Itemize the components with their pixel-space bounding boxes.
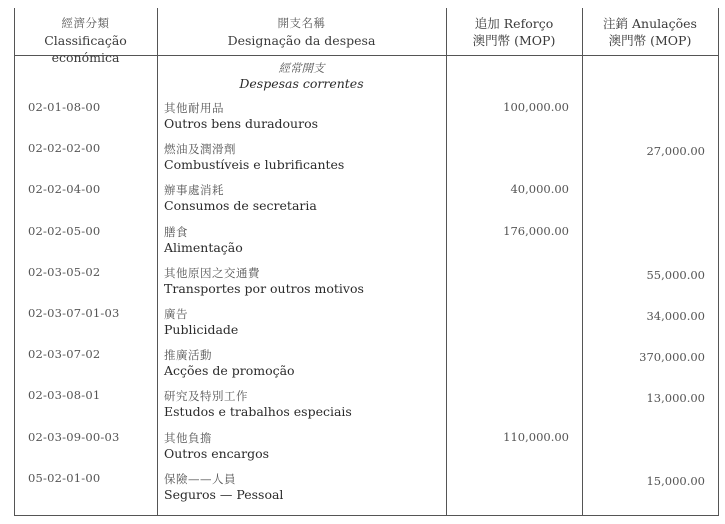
header-reforco [446, 15, 582, 49]
section-title-zh: 經常開支 [278, 61, 325, 75]
header-col4-line2: 澳門幣 (MOP) [608, 33, 692, 48]
row-designation-pt: Outros encargos [164, 445, 270, 461]
row-designation-pt: Estudos e trabalhos especiais [164, 404, 352, 420]
row-code: 02-02-04-00 [28, 182, 101, 197]
row-anulacao-amount: 370,000.00 [639, 350, 705, 365]
row-designation-pt: Consumos de secretaria [164, 198, 317, 214]
header-col1-zh: 經濟分類 [61, 16, 110, 30]
row-designation-pt: Outros bens duradouros [164, 116, 319, 131]
header-col3-line2: 澳門幣 (MOP) [472, 33, 556, 48]
header-classificacao [14, 15, 157, 66]
row-code: 02-03-07-01-03 [28, 306, 120, 320]
row-designation-zh: 研究及特別工作 [164, 389, 248, 404]
column-divider-3 [582, 8, 583, 516]
row-designation-zh: 其他耐用品 [164, 101, 224, 115]
section-title-pt: Despesas correntes [239, 76, 364, 91]
row-anulacao-amount: 34,000.00 [646, 309, 705, 323]
header-col3-line1: 追加 Reforço [474, 16, 554, 31]
header-anulacoes [582, 15, 718, 49]
row-designation-zh: 膳食 [164, 224, 188, 239]
row-designation-pt: Alimentação [164, 239, 243, 255]
row-designation-pt: Combustíveis e lubrificantes [164, 157, 345, 173]
row-designation-zh: 保險——人員 [164, 471, 236, 486]
header-col1-pt: Classificação económica [44, 33, 127, 65]
row-designation-zh: 其他原因之交通費 [164, 265, 260, 280]
row-designation-pt: Seguros — Pessoal [164, 486, 284, 502]
row-designation-zh: 燃油及潤滑劑 [164, 142, 236, 157]
row-designation-zh: 辦事處消耗 [164, 183, 224, 198]
row-code: 02-03-07-02 [28, 347, 101, 362]
row-anulacao-amount: 13,000.00 [646, 391, 705, 406]
row-reforco-amount: 110,000.00 [503, 429, 569, 444]
row-code: 02-03-08-01 [28, 388, 101, 403]
row-designation-zh: 廣告 [164, 307, 188, 321]
row-designation-pt: Transportes por outros motivos [164, 280, 364, 296]
header-col2-pt: Designação da despesa [227, 33, 376, 48]
table-border-right [718, 8, 719, 516]
row-designation-zh: 其他負擔 [164, 430, 212, 445]
table-border-left [14, 8, 15, 516]
row-code: 02-03-05-02 [28, 264, 101, 279]
row-code: 05-02-01-00 [28, 470, 101, 485]
row-designation-pt: Acções de promoção [164, 363, 295, 379]
row-anulacao-amount: 27,000.00 [646, 144, 705, 159]
row-reforco-amount: 176,000.00 [503, 223, 569, 238]
header-col4-line1: 注銷 Anulações [603, 16, 697, 31]
row-anulacao-amount: 55,000.00 [646, 267, 705, 282]
row-designation-pt: Publicidade [164, 322, 239, 337]
table-bottom-rule [14, 515, 719, 516]
header-designacao [157, 15, 446, 49]
row-code: 02-02-02-00 [28, 141, 101, 156]
row-reforco-amount: 40,000.00 [510, 182, 569, 197]
row-reforco-amount: 100,000.00 [503, 100, 569, 114]
row-designation-zh: 推廣活動 [164, 348, 212, 363]
row-anulacao-amount: 15,000.00 [646, 473, 705, 488]
row-code: 02-02-05-00 [28, 223, 101, 238]
row-code: 02-01-08-00 [28, 100, 101, 114]
row-code: 02-03-09-00-03 [28, 429, 120, 444]
header-col2-zh: 開支名稱 [277, 16, 326, 30]
